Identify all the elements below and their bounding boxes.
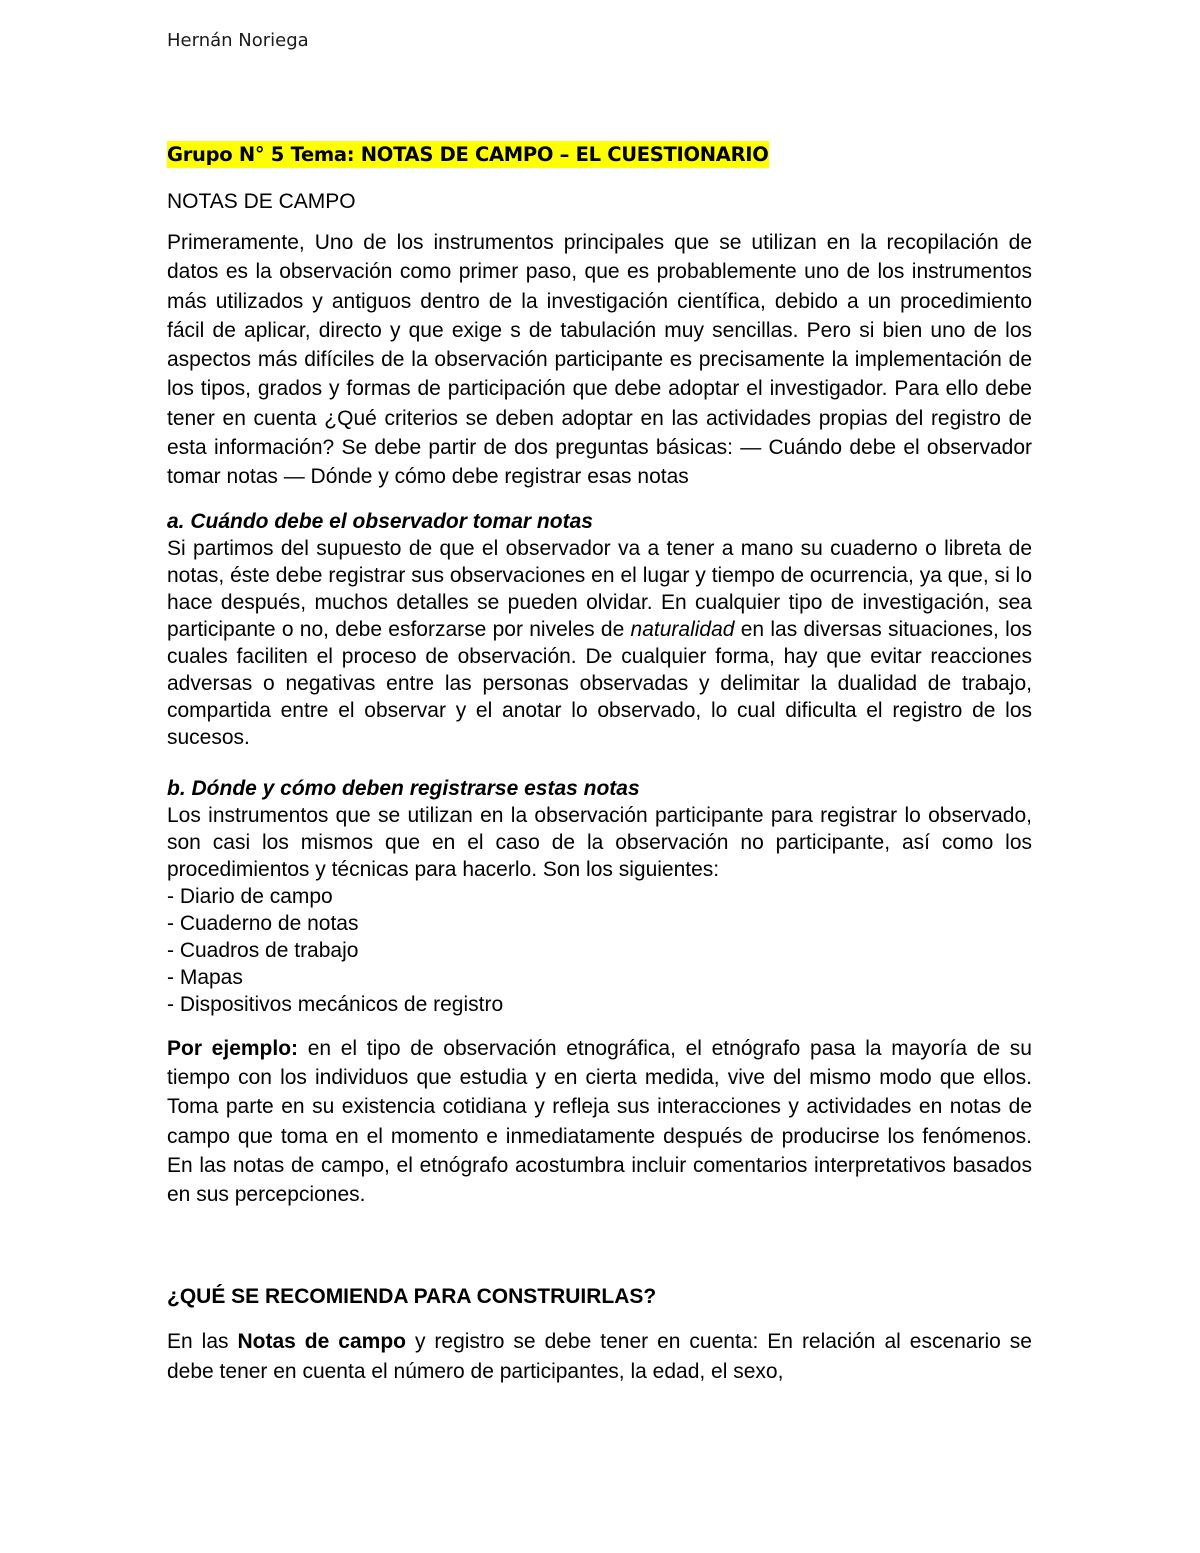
recommend-bold: Notas de campo (237, 1330, 406, 1354)
example-text: en el tipo de observación etnográfica, el etnógrafo pasa la mayoría de su tiempo con los individuos que estudia y en cierta medida, vive del mismo modo que ellos. Toma parte en su existencia cotidiana y refleja sus interacciones y actividades en notas de campo que toma en el momento e inmediatamente después de producirse los fenómenos. En las notas de campo, el etnógrafo acostumbra incluir comentarios interpretativos basados en sus percepciones. (167, 1036, 1032, 1207)
intro-paragraph: Primeramente, Uno de los instrumentos principales que se utilizan en la recopilación de datos es la observación como primer paso, que es probablemente uno de los instrumentos más utilizados y antiguos dentro de la investigación científica, debido a un procedimiento fácil de aplicar, directo y que exige s de tabulación muy sencillas. Pero si bien uno de los aspectos más difíciles de la observación participante es precisamente la implementación de los tipos, grados y formas de participación que debe adoptar el investigador. Para ello debe tener en cuenta ¿Qué criterios se deben adoptar en las actividades propias del registro de esta información? Se debe partir de dos preguntas básicas: — Cuándo debe el observador tomar notas — Dónde y cómo debe registrar esas notas (167, 231, 1032, 489)
spacer (167, 1225, 1032, 1283)
section-b-paragraph: Los instrumentos que se utilizan en la observación participante para registrar lo observado, son casi los mismos que en el caso de la observación no participante, así como los procedimientos y técnicas para hacerlo. Son los siguientes: (167, 803, 1032, 881)
section-a-title: a. Cuándo debe el observador tomar notas (167, 509, 593, 533)
list-item: - Dispositivos mecánicos de registro (167, 992, 504, 1016)
page-header-author: Hernán Noriega (167, 30, 309, 51)
instrument-list (167, 883, 1032, 1018)
recommend-text-after: y registro se debe tener en cuenta: En relación al escenario se debe tener en cuenta el número de participantes, la edad, el sexo, (167, 1330, 1032, 1383)
section-a-paragraph (167, 535, 1032, 751)
document-body (167, 140, 1032, 1402)
list-item: - Cuadros de trabajo (167, 938, 359, 962)
spacer (167, 1018, 1032, 1034)
list-item: - Cuaderno de notas (167, 911, 359, 935)
section-a-text-before: Si partimos del supuesto de que el observador va a tener a mano su cuaderno o libreta de notas, éste debe registrar sus observaciones en el lugar y tiempo de ocurrencia, ya que, si lo hace después, muchos detalles se pueden olvidar. En cualquier tipo de investigación, sea participante o no, debe esforzarse por niveles de (167, 536, 1032, 641)
recommend-paragraph (167, 1327, 1032, 1386)
example-paragraph (167, 1034, 1032, 1210)
section-a-text-after: en las diversas situaciones, los cuales faciliten el proceso de observación. De cualquier forma, hay que evitar reacciones adversas o negativas entre las personas observadas y delimitar la dualidad de trabajo, compartida entre el observar y el anotar lo observado, lo cual dificulta el registro de los sucesos. (167, 617, 1033, 749)
group-title (167, 140, 1032, 170)
spacer (167, 751, 1032, 775)
section-title: NOTAS DE CAMPO (167, 190, 356, 213)
recommend-text-before: En las (167, 1330, 238, 1354)
section-a-emphasis: naturalidad (630, 617, 735, 641)
recommend-title: ¿QUÉ SE RECOMIENDA PARA CONSTRUIRLAS? (167, 1285, 657, 1309)
list-item: - Mapas (167, 965, 243, 989)
list-item: - Diario de campo (167, 884, 333, 908)
section-b-title: b. Dónde y cómo deben registrarse estas notas (167, 776, 640, 800)
example-label: Por ejemplo: (167, 1036, 299, 1060)
group-title-highlight: Grupo N° 5 Tema: NOTAS DE CAMPO – EL CUESTIONARIO (167, 143, 769, 166)
